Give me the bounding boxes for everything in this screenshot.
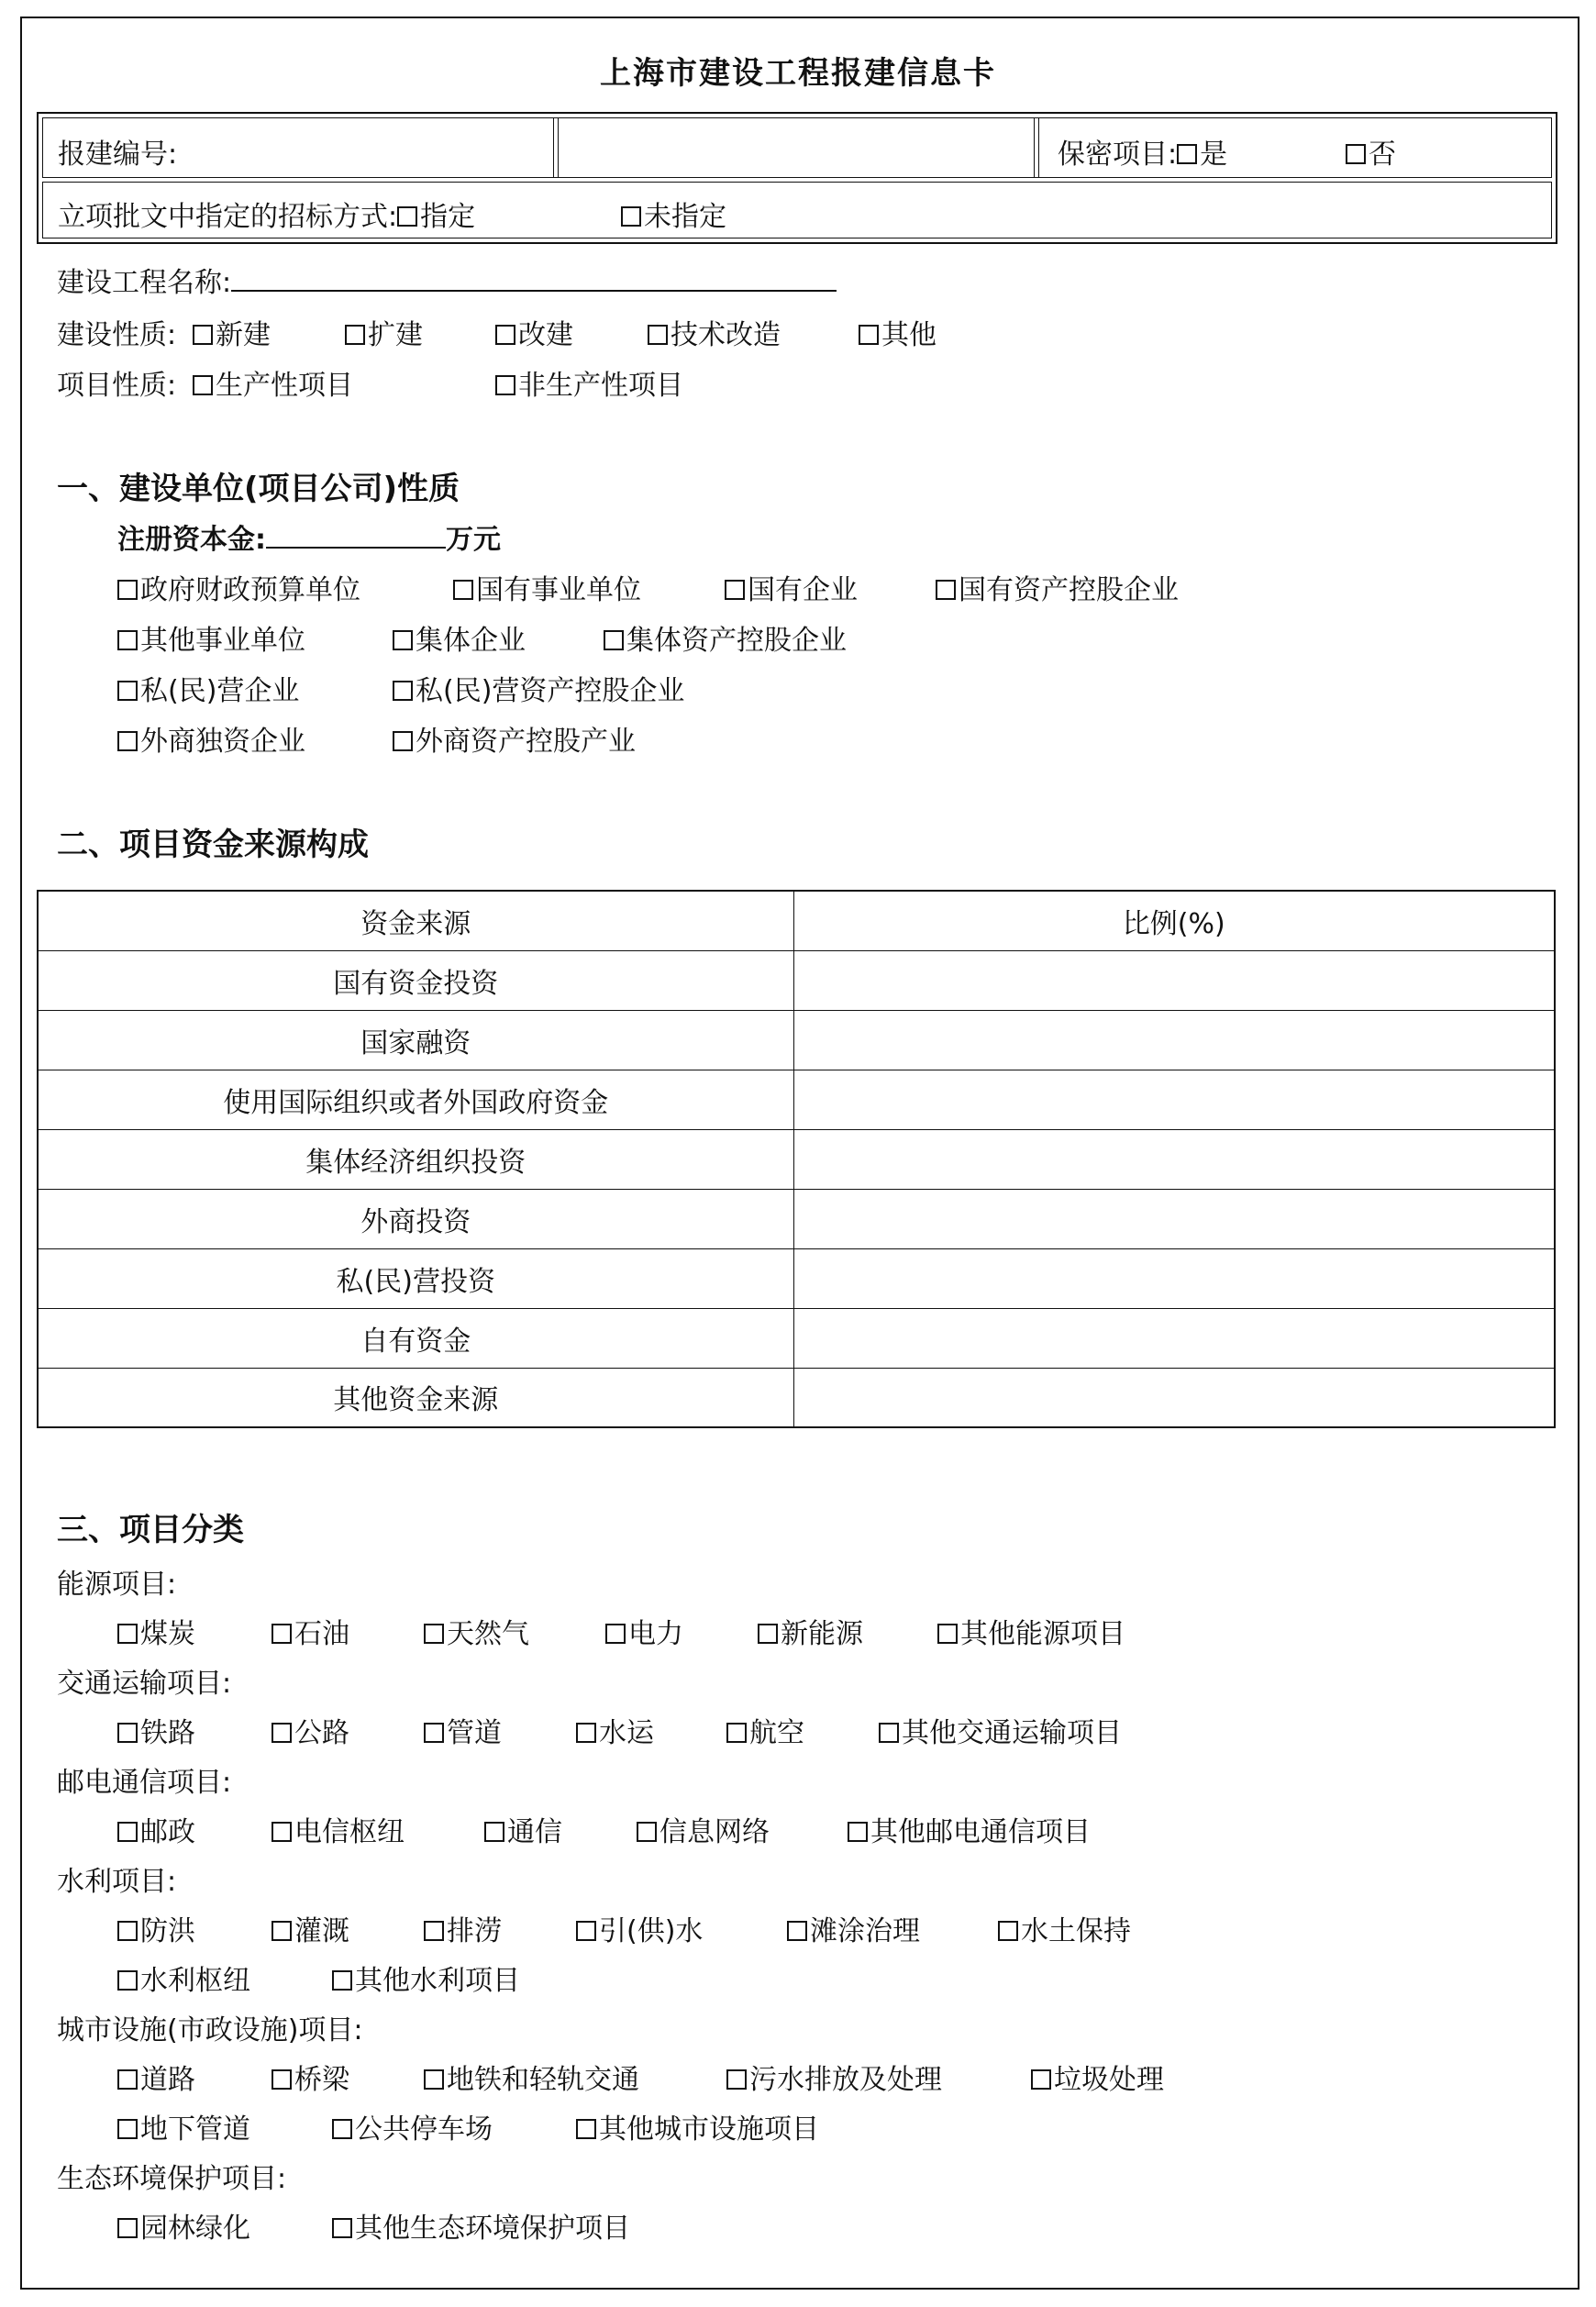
option-label: 水运	[599, 1717, 654, 1749]
checkbox[interactable]	[272, 1624, 292, 1644]
option-label: 其他生态环境保护项目	[355, 2213, 630, 2245]
capital-field	[117, 516, 501, 557]
checkbox[interactable]	[576, 1921, 596, 1941]
project-name-blank[interactable]	[231, 266, 837, 292]
telecom-group-label: 邮电通信项目:	[57, 1767, 232, 1799]
category-option[interactable]	[117, 2057, 195, 2097]
secret-yes-label: 是	[1200, 139, 1228, 171]
checkbox[interactable]	[117, 1970, 138, 1991]
checkbox[interactable]	[453, 580, 473, 600]
checkbox[interactable]	[117, 1822, 138, 1842]
table-row	[38, 1129, 1555, 1189]
checkbox[interactable]	[272, 1822, 292, 1842]
checkbox[interactable]	[117, 2218, 138, 2238]
checkbox[interactable]	[117, 1624, 138, 1644]
option-label: 外商独资企业	[140, 726, 305, 758]
checkbox[interactable]	[576, 1723, 596, 1743]
option-label: 私(民)营企业	[140, 675, 300, 707]
checkbox[interactable]	[604, 630, 624, 650]
ratio-cell[interactable]	[793, 1368, 1555, 1427]
option-label: 煤炭	[140, 1618, 195, 1650]
checkbox[interactable]	[117, 580, 138, 600]
category-option[interactable]	[726, 1710, 804, 1750]
option-label: 水土保持	[1021, 1915, 1131, 1947]
checkbox[interactable]	[117, 2069, 138, 2090]
funding-source-cell: 外商投资	[38, 1189, 793, 1248]
checkbox[interactable]	[117, 1723, 138, 1743]
ratio-cell[interactable]	[793, 1248, 1555, 1308]
checkbox[interactable]	[117, 2119, 138, 2139]
category-option[interactable]	[424, 1611, 529, 1651]
option-label: 水利枢纽	[140, 1965, 250, 1997]
category-option[interactable]	[117, 1809, 195, 1849]
option-label: 政府财政预算单位	[140, 574, 360, 606]
checkbox[interactable]	[393, 731, 413, 751]
checkbox[interactable]	[859, 325, 879, 345]
option-label: 扩建	[368, 319, 423, 351]
ratio-cell[interactable]	[793, 1070, 1555, 1129]
category-option[interactable]	[332, 2205, 630, 2246]
option-label: 污水排放及处理	[749, 2064, 942, 2096]
category-option[interactable]	[117, 1710, 195, 1750]
water-group-label: 水利项目:	[57, 1866, 177, 1898]
option-label: 国有事业单位	[476, 574, 641, 606]
option-label: 电信枢纽	[294, 1816, 405, 1848]
option-label: 其他交通运输项目	[902, 1717, 1122, 1749]
option-label: 其他水利项目	[355, 1965, 520, 1997]
table-row	[38, 1368, 1555, 1427]
checkbox[interactable]	[424, 2069, 444, 2090]
funding-source-cell: 自有资金	[38, 1308, 793, 1368]
option-label: 铁路	[140, 1717, 195, 1749]
nature-option-new[interactable]	[193, 312, 271, 352]
option-label: 技术改造	[671, 319, 781, 351]
report-no-label: 报建编号:	[58, 139, 178, 171]
checkbox[interactable]	[605, 1624, 626, 1644]
checkbox[interactable]	[758, 1624, 778, 1644]
category-option[interactable]	[484, 1809, 562, 1849]
header-row-2	[42, 182, 1552, 238]
unit-type-option[interactable]	[936, 567, 1179, 607]
option-label: 其他	[881, 319, 937, 351]
category-option[interactable]	[637, 1809, 770, 1849]
category-option[interactable]	[272, 1809, 405, 1849]
checkbox[interactable]	[424, 1921, 444, 1941]
project-name-label: 建设工程名称:	[57, 267, 232, 299]
checkbox[interactable]	[332, 1970, 352, 1991]
funding-source-cell: 私(民)营投资	[38, 1248, 793, 1308]
ratio-cell[interactable]	[793, 1308, 1555, 1368]
category-option[interactable]	[605, 1611, 683, 1651]
checkbox[interactable]	[576, 2119, 596, 2139]
checkbox[interactable]	[193, 325, 213, 345]
tender-unspecified-option[interactable]	[621, 194, 726, 234]
option-label: 信息网络	[659, 1816, 770, 1848]
checkbox[interactable]	[193, 375, 213, 395]
option-label: 生产性项目	[216, 370, 353, 402]
table-row	[38, 1010, 1555, 1070]
option-label: 管道	[447, 1717, 502, 1749]
checkbox[interactable]	[393, 630, 413, 650]
option-label: 电力	[628, 1618, 683, 1650]
funding-source-cell: 国有资金投资	[38, 950, 793, 1010]
project-nature-nonproductive[interactable]	[495, 362, 683, 403]
checkbox[interactable]	[998, 1921, 1018, 1941]
ratio-cell[interactable]	[793, 1189, 1555, 1248]
category-option[interactable]	[787, 1908, 920, 1948]
category-option[interactable]	[937, 1611, 1125, 1651]
category-option[interactable]	[272, 1611, 349, 1651]
table-row	[38, 1189, 1555, 1248]
option-label: 园林绿化	[140, 2213, 250, 2245]
funding-source-table	[37, 890, 1556, 1428]
checkbox[interactable]	[848, 1822, 868, 1842]
tender-unspecified-label: 未指定	[644, 201, 726, 233]
checkbox[interactable]	[345, 325, 365, 345]
checkbox[interactable]	[1346, 144, 1366, 164]
checkbox[interactable]	[936, 580, 956, 600]
unit-type-option[interactable]	[393, 668, 684, 708]
option-label: 地铁和轻轨交通	[447, 2064, 639, 2096]
checkbox[interactable]	[495, 375, 515, 395]
column-header-ratio: 比例(%)	[793, 891, 1555, 950]
ratio-cell[interactable]	[793, 1129, 1555, 1189]
nature-option-tech-upgrade[interactable]	[648, 312, 781, 352]
option-label: 外商资产控股产业	[416, 726, 636, 758]
unit-type-option[interactable]	[604, 617, 847, 658]
funding-source-cell: 其他资金来源	[38, 1368, 793, 1427]
option-label: 其他事业单位	[140, 625, 305, 657]
checkbox[interactable]	[397, 206, 417, 227]
checkbox[interactable]	[272, 2069, 292, 2090]
category-option[interactable]	[117, 1611, 195, 1651]
option-label: 私(民)营资产控股企业	[416, 675, 685, 707]
category-option[interactable]	[424, 1908, 502, 1948]
nature-option-expand[interactable]	[345, 312, 423, 352]
checkbox[interactable]	[117, 681, 138, 701]
ratio-cell[interactable]	[793, 950, 1555, 1010]
checkbox[interactable]	[424, 1723, 444, 1743]
column-header-source: 资金来源	[38, 891, 793, 950]
option-label: 国有资产控股企业	[959, 574, 1179, 606]
funding-source-cell: 国家融资	[38, 1010, 793, 1070]
checkbox[interactable]	[726, 2069, 747, 2090]
option-label: 通信	[507, 1816, 562, 1848]
option-label: 非生产性项目	[518, 370, 683, 402]
section3-heading: 三、项目分类	[57, 1512, 244, 1548]
header-box	[37, 112, 1557, 244]
option-label: 天然气	[447, 1618, 529, 1650]
unit-type-option[interactable]	[117, 617, 305, 658]
checkbox[interactable]	[117, 1921, 138, 1941]
nature-option-other[interactable]	[859, 312, 937, 352]
unit-type-option[interactable]	[117, 718, 305, 759]
checkbox[interactable]	[937, 1624, 958, 1644]
table-row	[38, 1248, 1555, 1308]
category-option[interactable]	[848, 1809, 1091, 1849]
category-option[interactable]	[424, 2057, 639, 2097]
category-option[interactable]	[117, 2106, 250, 2146]
option-label: 公路	[294, 1717, 349, 1749]
category-option[interactable]	[332, 2106, 493, 2146]
checkbox[interactable]	[879, 1723, 899, 1743]
option-label: 灌溉	[294, 1915, 349, 1947]
secret-no-label: 否	[1369, 139, 1396, 171]
option-label: 公共停车场	[355, 2113, 493, 2146]
table-row	[38, 1308, 1555, 1368]
secret-project-field	[1058, 131, 1227, 172]
project-name-field	[57, 260, 837, 300]
table-row	[38, 1070, 1555, 1129]
option-label: 其他邮电通信项目	[870, 1816, 1091, 1848]
option-label: 其他能源项目	[960, 1618, 1125, 1650]
checkbox[interactable]	[272, 1723, 292, 1743]
option-label: 新能源	[781, 1618, 863, 1650]
form-title: 上海市建设工程报建信息卡	[600, 55, 996, 92]
capital-blank[interactable]	[266, 523, 446, 549]
checkbox[interactable]	[1177, 144, 1197, 164]
project-nature-label: 项目性质:	[57, 370, 177, 402]
option-label: 桥梁	[294, 2064, 349, 2096]
category-option[interactable]	[758, 1611, 863, 1651]
category-option[interactable]	[272, 1908, 349, 1948]
category-option[interactable]	[117, 1908, 195, 1948]
option-label: 引(供)水	[599, 1915, 704, 1947]
category-option[interactable]	[576, 1710, 654, 1750]
unit-type-option[interactable]	[393, 617, 526, 658]
ratio-cell[interactable]	[793, 1010, 1555, 1070]
unit-type-option[interactable]	[393, 718, 636, 759]
category-option[interactable]	[998, 1908, 1131, 1948]
secret-no-option[interactable]	[1346, 131, 1396, 172]
table-row	[38, 950, 1555, 1010]
project-nature-productive[interactable]	[193, 362, 353, 403]
option-label: 垃圾处理	[1054, 2064, 1164, 2096]
checkbox[interactable]	[272, 1921, 292, 1941]
unit-type-option[interactable]	[725, 567, 858, 607]
option-label: 排涝	[447, 1915, 502, 1947]
category-option[interactable]	[576, 1908, 703, 1948]
checkbox[interactable]	[484, 1822, 504, 1842]
option-label: 新建	[216, 319, 271, 351]
category-option[interactable]	[879, 1710, 1122, 1750]
energy-group-label: 能源项目:	[57, 1569, 177, 1601]
checkbox[interactable]	[393, 681, 413, 701]
tender-method-label: 立项批文中指定的招标方式:	[58, 201, 398, 233]
option-label: 改建	[518, 319, 573, 351]
checkbox[interactable]	[495, 325, 515, 345]
checkbox[interactable]	[787, 1921, 807, 1941]
unit-type-option[interactable]	[453, 567, 641, 607]
unit-type-option[interactable]	[117, 567, 360, 607]
option-label: 石油	[294, 1618, 349, 1650]
header-row-1	[42, 117, 1552, 178]
category-option[interactable]	[117, 2205, 250, 2246]
transport-group-label: 交通运输项目:	[57, 1668, 232, 1700]
nature-option-rebuild[interactable]	[495, 312, 573, 352]
checkbox[interactable]	[726, 1723, 747, 1743]
section1-heading: 一、建设单位(项目公司)性质	[57, 471, 460, 507]
category-option[interactable]	[1031, 2057, 1164, 2097]
option-label: 道路	[140, 2064, 195, 2096]
checkbox[interactable]	[637, 1822, 657, 1842]
checkbox[interactable]	[117, 630, 138, 650]
option-label: 邮政	[140, 1816, 195, 1848]
checkbox[interactable]	[332, 2218, 352, 2238]
capital-unit: 万元	[446, 524, 501, 556]
checkbox[interactable]	[332, 2119, 352, 2139]
option-label: 国有企业	[748, 574, 858, 606]
section2-heading: 二、项目资金来源构成	[57, 826, 369, 863]
checkbox[interactable]	[424, 1624, 444, 1644]
checkbox[interactable]	[648, 325, 668, 345]
option-label: 航空	[749, 1717, 804, 1749]
checkbox[interactable]	[621, 206, 641, 227]
secret-project-label: 保密项目:	[1058, 139, 1178, 171]
table-header-row	[38, 891, 1555, 950]
construction-nature-label: 建设性质:	[57, 319, 177, 351]
capital-label: 注册资本金:	[117, 524, 266, 556]
category-option[interactable]	[332, 1958, 520, 1998]
funding-source-cell: 使用国际组织或者外国政府资金	[38, 1070, 793, 1129]
option-label: 地下管道	[140, 2113, 250, 2146]
category-option[interactable]	[272, 1710, 349, 1750]
checkbox[interactable]	[117, 731, 138, 751]
category-option[interactable]	[726, 2057, 942, 2097]
ecology-group-label: 生态环境保护项目:	[57, 2163, 287, 2195]
tender-method-field	[58, 194, 475, 234]
category-option[interactable]	[117, 1958, 250, 1998]
checkbox[interactable]	[1031, 2069, 1051, 2090]
option-label: 滩涂治理	[810, 1915, 920, 1947]
unit-type-option[interactable]	[117, 668, 299, 708]
option-label: 防洪	[140, 1915, 195, 1947]
option-label: 其他城市设施项目	[599, 2113, 819, 2146]
category-option[interactable]	[272, 2057, 349, 2097]
option-label: 集体企业	[416, 625, 526, 657]
category-option[interactable]	[424, 1710, 502, 1750]
municipal-group-label: 城市设施(市政设施)项目:	[57, 2014, 363, 2046]
option-label: 集体资产控股企业	[626, 625, 847, 657]
category-option[interactable]	[576, 2106, 819, 2146]
funding-source-cell: 集体经济组织投资	[38, 1129, 793, 1189]
tender-specified-label: 指定	[420, 201, 476, 233]
checkbox[interactable]	[725, 580, 745, 600]
